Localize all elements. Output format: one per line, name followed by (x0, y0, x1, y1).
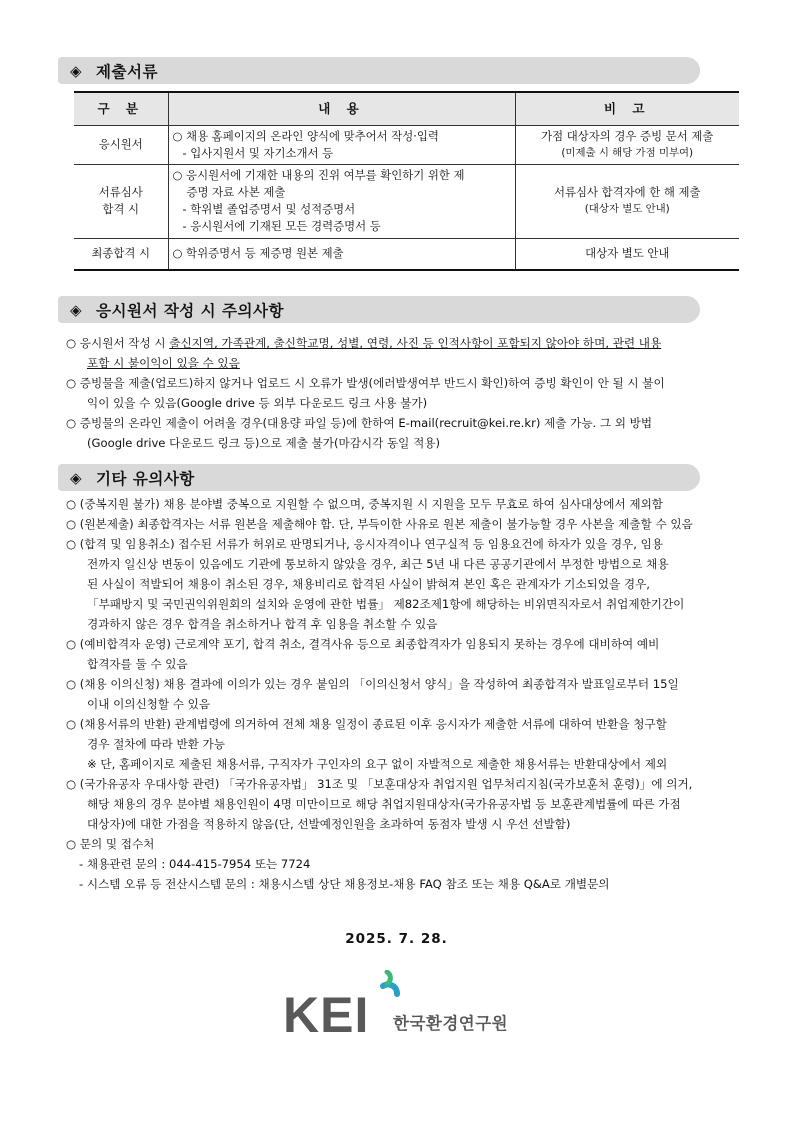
list-item-cont: 해당 채용의 경우 분야별 채용인원이 4명 미만이므로 해당 취업지원대상자(국가유공자법 등 보훈관계법률에 따른 가점 (87, 797, 681, 811)
table-row (74, 125, 739, 164)
list-item: ○ (원본제출) 최종합격자는 서류 원본을 제출해야 함. 단, 부득이한 사유로 원본 제출이 불가능할 경우 사본을 제출할 수 있음 (66, 517, 693, 531)
table-row (74, 164, 739, 238)
row-note: 대상자 별도 안내 (515, 238, 739, 270)
table-header-note: 비 고 (515, 92, 739, 125)
list-item-cont: 「부패방지 및 국민권익위원회의 설치와 운영에 관한 법률」 제82조제1항에 해당하는 비위면직자로서 취업제한기간이 (87, 597, 685, 611)
list-item: ○ (채용서류의 반환) 관계법령에 의거하여 전체 채용 일정이 종료된 이후 응시자가 제출한 서류에 대하여 반환을 청구할 (66, 717, 667, 731)
table-header-content: 내 용 (168, 92, 515, 125)
list-item-cont: 된 사실이 적발되어 채용이 취소된 경우, 채용비리로 합격된 사실이 밝혀져 본인 혹은 관계자가 기소되었을 경우, (87, 577, 650, 591)
row-content: ○ 학위증명서 등 제증명 원본 제출 (168, 238, 515, 270)
kei-logo (283, 970, 523, 1040)
list-item-cont: 이내 이의신청할 수 있음 (87, 697, 211, 711)
list-item-note: ※ 단, 홈페이지로 제출된 채용서류, 구직자가 구인자의 요구 없이 자발적으로 제출한 채용서류는 반환대상에서 제외 (87, 757, 668, 771)
list-item: ○ (중복지원 불가) 채용 분야별 중복으로 지원할 수 없으며, 중복지원 시 지원을 모두 무효로 하여 심사대상에서 제외함 (66, 497, 663, 511)
list-item-cont: 경과하지 않은 경우 합격을 취소하거나 합격 후 임용을 취소할 수 있음 (87, 617, 438, 631)
row-category: 서류심사 합격 시 (74, 164, 168, 238)
row-note: 서류심사 합격자에 한 해 제출 (대상자 별도 안내) (515, 164, 739, 238)
contact-line: - 채용관련 문의 : 044-415-7954 또는 7724 (79, 857, 311, 871)
list-item-cont: 전까지 일신상 변동이 있음에도 기관에 통보하지 않았을 경우, 최근 5년 내 다른 공공기관에서 부정한 방법으로 채용 (87, 557, 669, 571)
section-header-application-notes (58, 296, 700, 323)
list-item: ○ 증빙물의 온라인 제출이 어려울 경우(대용량 파일 등)에 한하여 E-mail(recruit@kei.re.kr) 제출 가능. 그 외 방법 (66, 416, 653, 430)
list-item-cont: 합격자를 둘 수 있음 (87, 657, 188, 671)
diamond-bullet-icon: ◈ (70, 300, 83, 319)
contact-line: - 시스템 오류 등 전산시스템 문의 : 채용시스템 상단 채용정보-채용 FAQ 참조 또는 채용 Q&A로 개별문의 (79, 877, 610, 891)
section-title: 제출서류 (96, 62, 158, 81)
list-item: ○ 증빙물을 제출(업로드)하지 않거나 업로드 시 오류가 발생(에러발생여부 반드시 확인)하여 증빙 확인이 안 될 시 불이 (66, 376, 665, 390)
other-notes-list (66, 494, 741, 894)
list-item: ○ (합격 및 임용취소) 접수된 서류가 허위로 판명되거나, 응시자격이나 연구실적 등 임용요건에 하자가 있을 경우, 임용 (66, 537, 663, 551)
application-notes-list (66, 333, 741, 453)
logo-mark: KEI (283, 987, 370, 1040)
row-content: ○ 채용 홈페이지의 온라인 양식에 맞추어서 작성·입력 - 입사지원서 및 자기소개서 등 (168, 125, 515, 164)
section-title: 응시원서 작성 시 주의사항 (96, 301, 284, 320)
list-item: ○ (채용 이의신청) 채용 결과에 이의가 있는 경우 붙임의 「이의신청서 양식」을 작성하여 최종합격자 발표일로부터 15일 (66, 677, 679, 691)
list-item-cont: 포함 시 불이익이 있을 수 있음 (87, 356, 240, 370)
document-date: 2025. 7. 28. (345, 931, 448, 947)
list-item-cont: (Google drive 다운로드 링크 등)으로 제출 불가(마감시각 동일 적용) (87, 436, 440, 450)
row-category: 응시원서 (74, 125, 168, 164)
row-note: 가점 대상자의 경우 증빙 문서 제출 (미제출 시 해당 가점 미부여) (515, 125, 739, 164)
row-category: 최종합격 시 (74, 238, 168, 270)
row-content: ○ 응시원서에 기재한 내용의 진위 여부를 확인하기 위한 제 증명 자료 사본 제출 - 학위별 졸업증명서 및 성적증명서 - 응시원서에 기재된 모든 경력증명서 등 (168, 164, 515, 238)
diamond-bullet-icon: ◈ (70, 61, 83, 80)
list-item-cont: 대상자)에 대한 가점을 적용하지 않음(단, 선발예정인원을 초과하여 동점자 발생 시 우선 선발함) (87, 817, 571, 831)
section-header-other-notes (58, 464, 700, 491)
list-item: ○ (국가유공자 우대사항 관련) 「국가유공자법」 31조 및 「보훈대상자 취업지원 업무처리지침(국가보훈처 훈령)」에 의거, (66, 777, 693, 791)
list-item-cont: 경우 절차에 따라 반환 가능 (87, 737, 225, 751)
documents-table (74, 91, 739, 271)
section-title: 기타 유의사항 (96, 469, 195, 488)
section-header-documents (58, 57, 700, 84)
table-row (74, 238, 739, 270)
diamond-bullet-icon: ◈ (70, 468, 83, 487)
org-name: 한국환경연구원 (393, 1014, 509, 1033)
list-item-cont: 익이 있을 수 있음(Google drive 등 외부 다운로드 링크 사용 불가) (87, 396, 428, 410)
list-item: ○ 문의 및 접수처 (66, 837, 155, 851)
list-item: ○ 응시원서 작성 시 출신지역, 가족관계, 출신학교명, 성별, 연령, 사진 등 인적사항이 포함되지 않아야 하며, 관련 내용 (66, 336, 662, 350)
table-header-category: 구 분 (74, 92, 168, 125)
list-item: ○ (예비합격자 운영) 근로계약 포기, 합격 취소, 결격사유 등으로 최종합격자가 임용되지 못하는 경우에 대비하여 예비 (66, 637, 660, 651)
